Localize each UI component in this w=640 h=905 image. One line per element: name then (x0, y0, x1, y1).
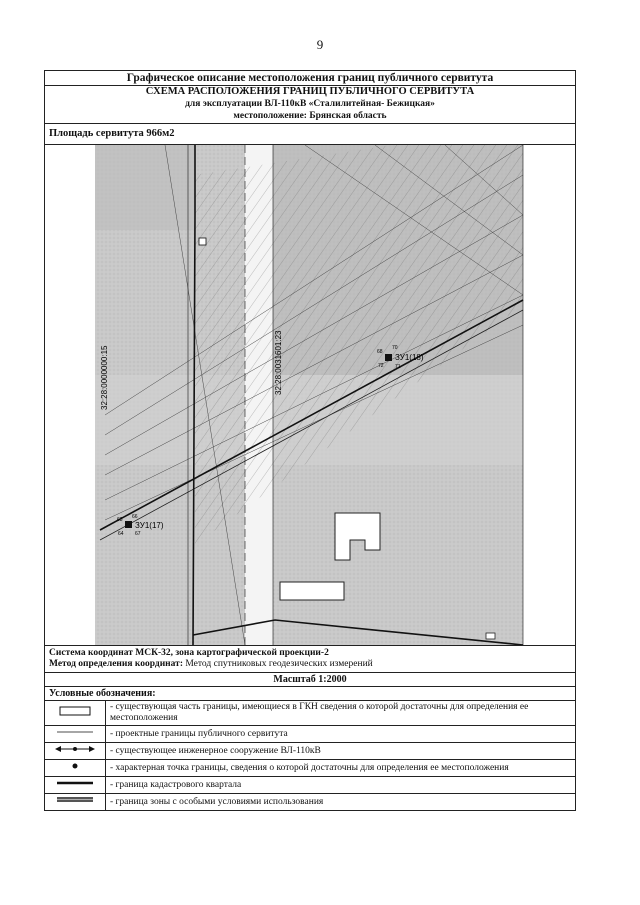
legend-row (45, 760, 575, 777)
document-title: Графическое описание местоположения границ публичного сервитута (45, 71, 575, 86)
legend-symbol-quarter-boundary (45, 777, 106, 794)
zu1-18-label: ЗУ1(18) (395, 353, 424, 362)
legend-text: - проектные границы публичного сервитута (106, 726, 576, 743)
point-68: 68 (377, 349, 383, 355)
zu1-18-point (385, 354, 392, 361)
legend-text: - граница кадастрового квартала (106, 777, 576, 794)
map-scale: Масштаб 1:2000 (45, 673, 575, 687)
marker-square (199, 238, 206, 245)
legend-symbol-project-boundary (45, 726, 106, 743)
legend-text: - характерная точка границы, сведения о которой достаточны для определения ее местоположения (106, 760, 576, 777)
purpose-line: для эксплуатации ВЛ-110кВ «Сталилитейная- Бежицкая» (185, 99, 435, 109)
method-value: Метод спутниковых геодезических измерений (182, 659, 373, 669)
zu1-17-point (125, 521, 132, 528)
document-frame (44, 70, 576, 811)
legend-symbol-existing-boundary (45, 701, 106, 726)
point-64: 64 (118, 531, 124, 537)
point-66: 66 (132, 514, 138, 520)
coordinate-info (45, 646, 575, 673)
legend-text: - существующая часть границы, имеющиеся в ГКН сведения о которой достаточны для определения ее местоположения (106, 701, 576, 726)
point-72: 72 (378, 363, 384, 369)
point-71: 71 (395, 364, 401, 370)
legend-row (45, 701, 575, 726)
legend-text: - граница зоны с особыми условиями использования (110, 796, 324, 807)
zu1-17-label: ЗУ1(17) (135, 521, 164, 530)
method-label: Метод определения координат: (49, 659, 183, 669)
point-67: 67 (135, 531, 141, 537)
legend-symbol-power-line (45, 743, 106, 760)
scheme-title: СХЕМА РАСПОЛОЖЕНИЯ ГРАНИЦ ПУБЛИЧНОГО СЕРВИТУТА (145, 86, 475, 97)
page-number: 9 (316, 37, 324, 52)
legend-title: Условные обозначения: (45, 687, 575, 701)
coordinate-system: Система координат МСК-32, зона картографической проекции-2 (49, 648, 329, 658)
building-2 (280, 582, 344, 600)
legend-symbol-point (45, 760, 106, 777)
legend-text: - существующее инженерное сооружение ВЛ-110кВ (106, 743, 576, 760)
servitude-area: Площадь сервитута 966м2 (45, 124, 575, 145)
legend-row (45, 743, 575, 760)
parcel-label-left: 32:28:0000000:15 (100, 345, 109, 410)
parcel-label-mid: 32:28:0031601:23 (274, 330, 283, 395)
legend-row (45, 777, 575, 794)
header (45, 71, 575, 124)
cadastral-map (45, 145, 575, 646)
legend-row (45, 726, 575, 743)
map-drawing (45, 145, 575, 645)
location-line: местоположение: Брянская область (233, 111, 387, 121)
legend-symbol-special-zone (45, 794, 106, 811)
legend-table (45, 701, 575, 810)
legend-row (45, 794, 575, 811)
point-63: 63 (117, 517, 123, 523)
point-70: 70 (392, 345, 398, 351)
